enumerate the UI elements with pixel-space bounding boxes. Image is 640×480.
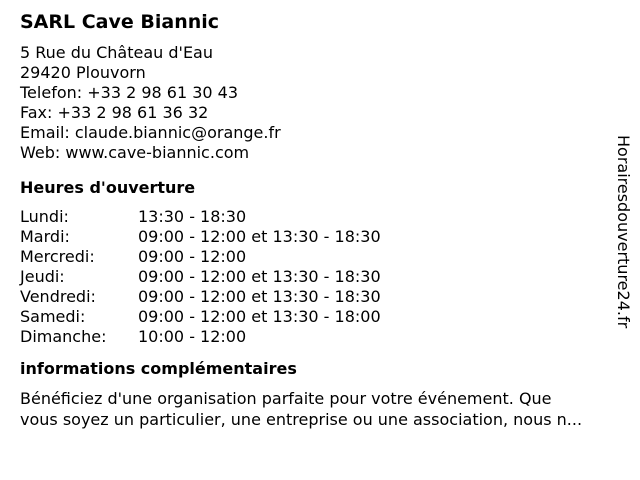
additional-info-heading: informations complémentaires bbox=[20, 359, 297, 378]
day-label: Vendredi: bbox=[20, 287, 96, 306]
hours-value: 09:00 - 12:00 bbox=[138, 247, 247, 266]
day-label: Mardi: bbox=[20, 227, 70, 246]
day-label: Dimanche: bbox=[20, 327, 107, 346]
website-address: Web: www.cave-biannic.com bbox=[20, 143, 250, 162]
phone-number: Telefon: +33 2 98 61 30 43 bbox=[20, 83, 239, 102]
hours-row-jeudi bbox=[20, 267, 620, 287]
hours-value: 09:00 - 12:00 et 13:30 - 18:30 bbox=[138, 287, 381, 306]
fax-number: Fax: +33 2 98 61 36 32 bbox=[20, 103, 209, 122]
business-details bbox=[20, 10, 620, 430]
additional-info-text bbox=[20, 388, 632, 430]
contact-block bbox=[20, 43, 620, 163]
city-postcode: 29420 Plouvorn bbox=[20, 63, 146, 82]
opening-hours-heading: Heures d'ouverture bbox=[20, 178, 196, 197]
email-address: Email: claude.biannic@orange.fr bbox=[20, 123, 281, 142]
hours-value: 13:30 - 18:30 bbox=[138, 207, 247, 226]
hours-value: 09:00 - 12:00 et 13:30 - 18:00 bbox=[138, 307, 381, 326]
day-label: Mercredi: bbox=[20, 247, 95, 266]
site-brand-vertical bbox=[612, 135, 634, 370]
hours-row-mercredi bbox=[20, 247, 620, 267]
street-address: 5 Rue du Château d'Eau bbox=[20, 43, 213, 62]
hours-value: 09:00 - 12:00 et 13:30 - 18:30 bbox=[138, 267, 381, 286]
hours-row-mardi bbox=[20, 227, 620, 247]
hours-value: 10:00 - 12:00 bbox=[138, 327, 247, 346]
hours-row-vendredi bbox=[20, 287, 620, 307]
day-label: Samedi: bbox=[20, 307, 86, 326]
business-name: SARL Cave Biannic bbox=[20, 11, 220, 33]
brand-text: Horairesdouverture24.fr bbox=[614, 135, 633, 329]
hours-row-samedi bbox=[20, 307, 620, 327]
hours-row-dimanche bbox=[20, 327, 620, 347]
day-label: Lundi: bbox=[20, 207, 69, 226]
hours-value: 09:00 - 12:00 et 13:30 - 18:30 bbox=[138, 227, 381, 246]
info-line: vous soyez un particulier, une entreprise ou une association, nous n... bbox=[20, 410, 583, 429]
day-label: Jeudi: bbox=[20, 267, 65, 286]
hours-row-lundi bbox=[20, 207, 620, 227]
info-line: Bénéficiez d'une organisation parfaite pour votre événement. Que bbox=[20, 389, 552, 408]
opening-hours-list bbox=[20, 207, 620, 347]
